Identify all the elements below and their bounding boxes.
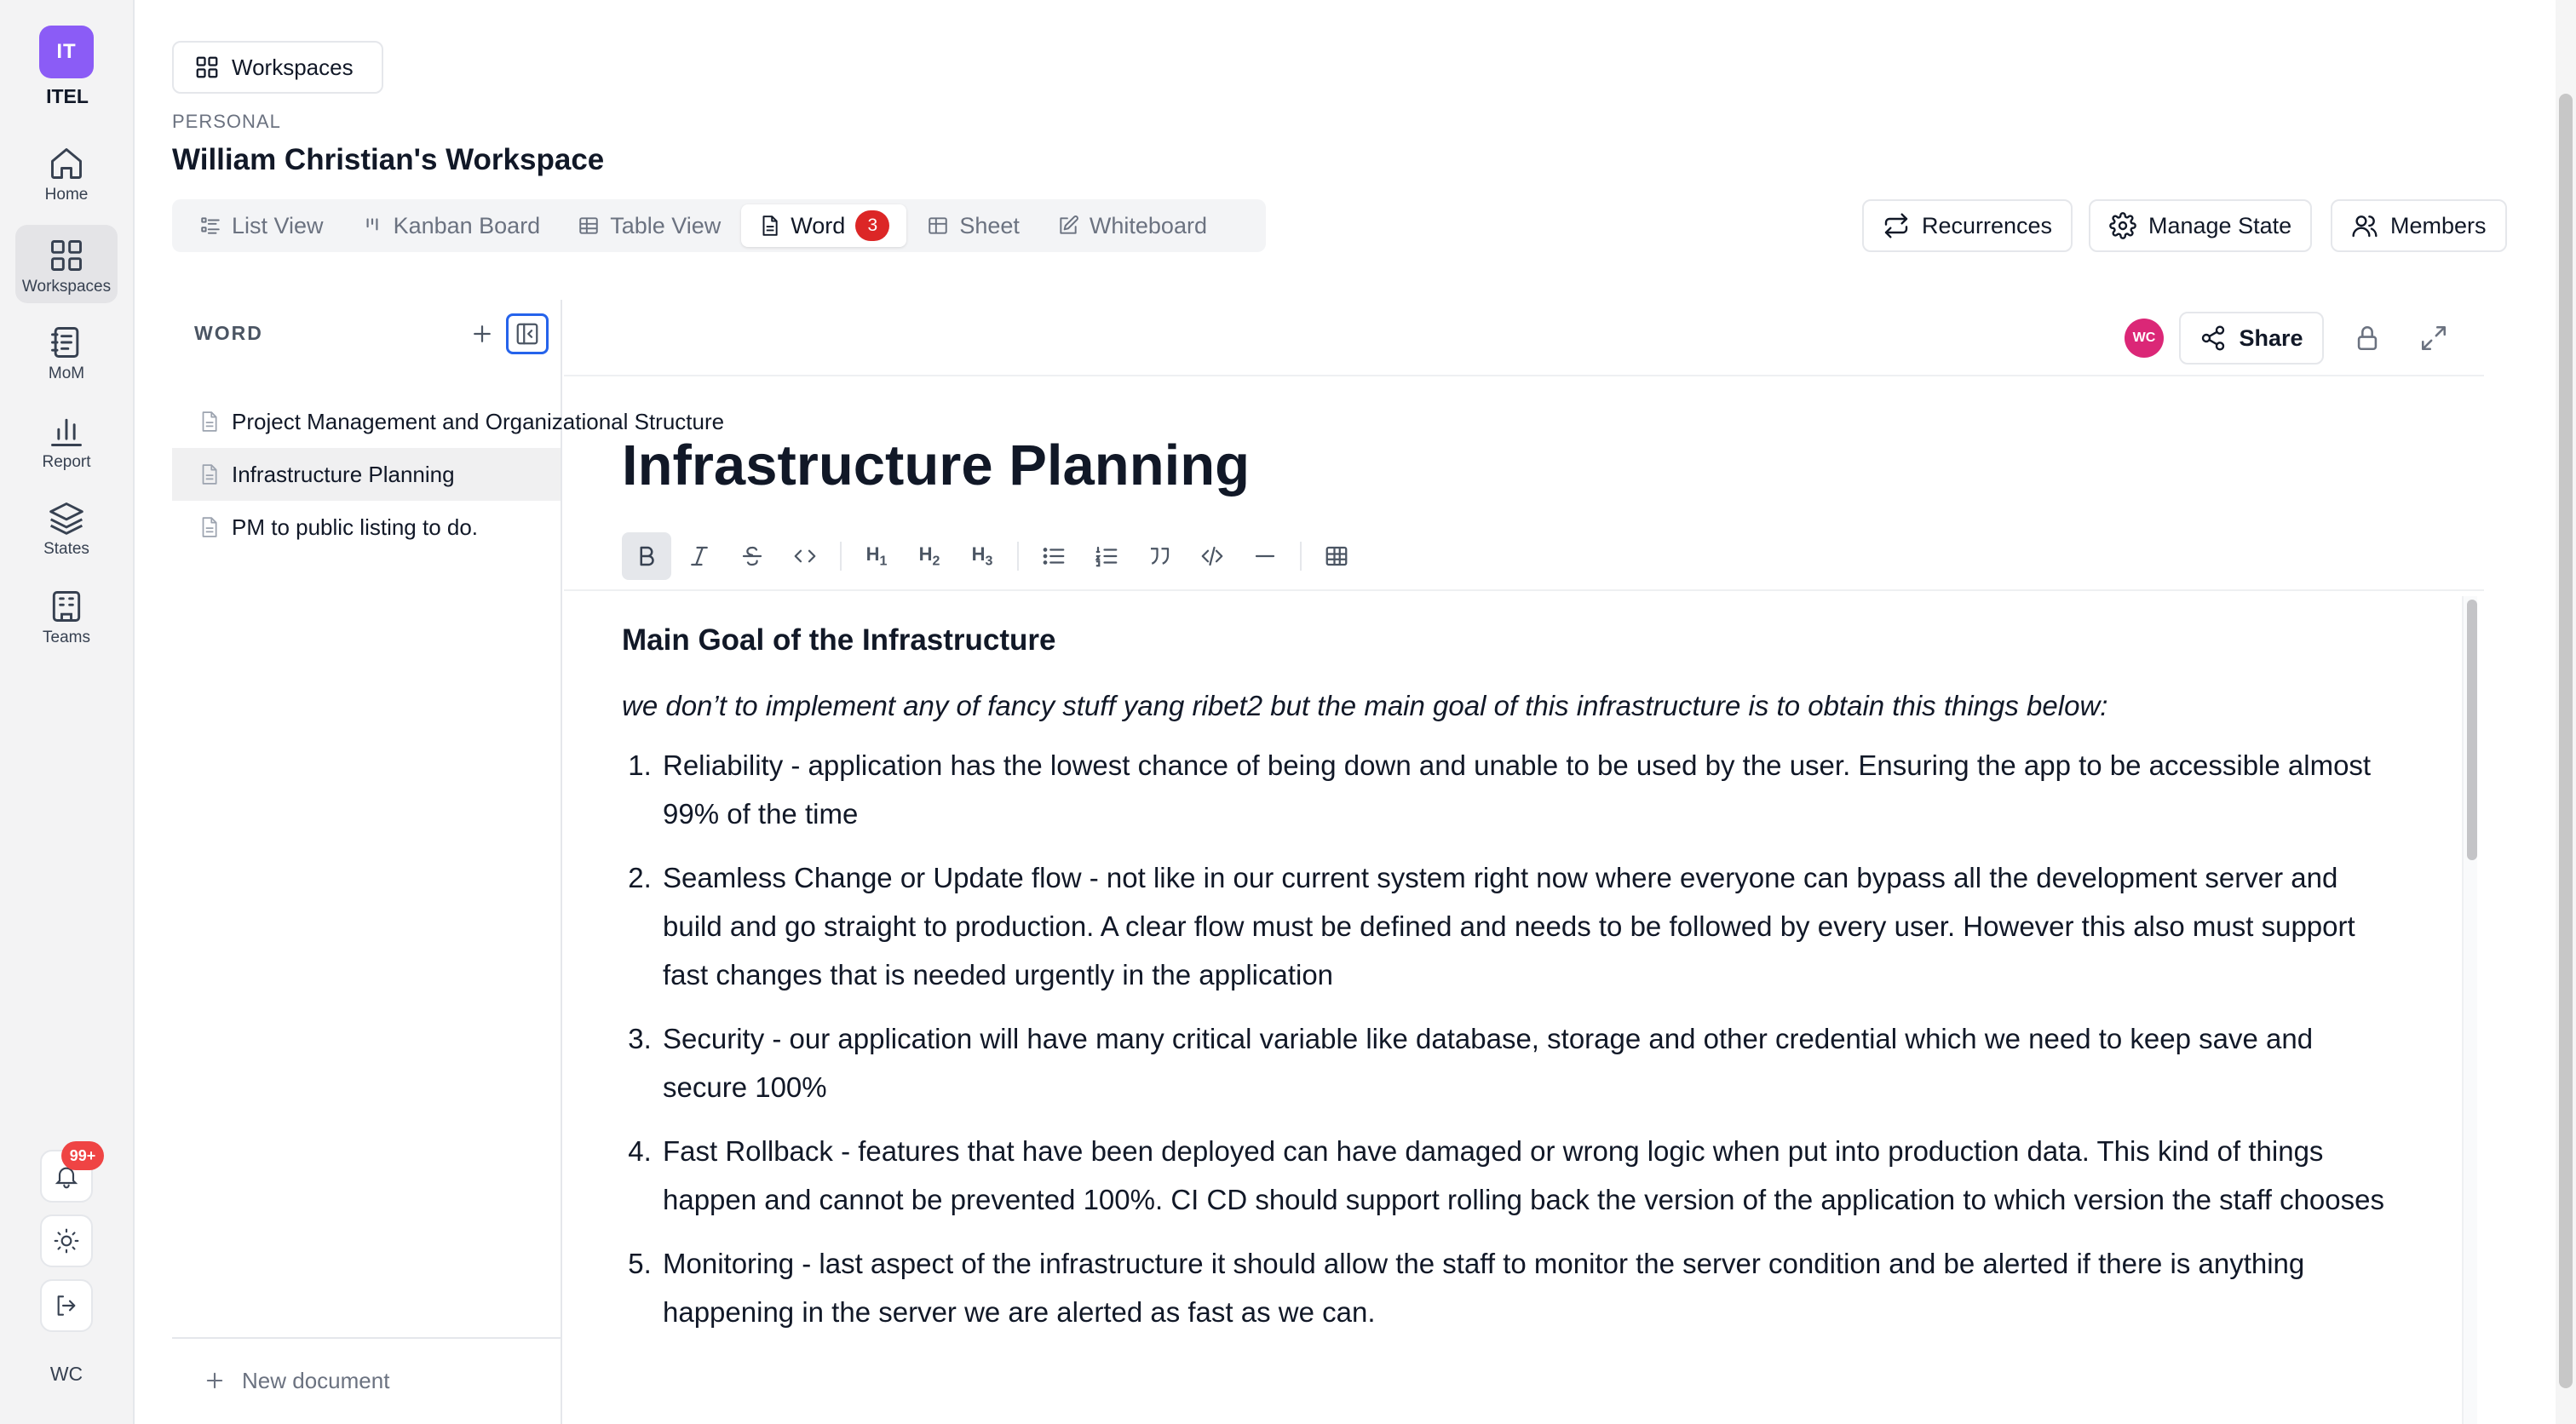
goals-list — [622, 741, 2402, 1336]
heading-1-icon — [866, 543, 888, 569]
italic-button[interactable] — [675, 532, 724, 580]
tab-label: List View — [232, 212, 324, 238]
collaborator-avatar[interactable]: WC — [2125, 319, 2164, 358]
page-scrollbar-thumb[interactable] — [2559, 94, 2573, 1388]
user-avatar[interactable]: WC — [49, 1362, 83, 1385]
code-block-button[interactable] — [1187, 532, 1237, 580]
manage-state-label: Manage State — [2148, 212, 2292, 238]
quote-icon — [1147, 543, 1172, 569]
logout-button[interactable] — [40, 1279, 93, 1332]
share-button[interactable] — [2179, 312, 2324, 365]
list-item: 4. Fast Rollback - features that have been deployed can have damaged or wrong logic when put into production data. This kind of things happen and cannot be prevented 100%. CI CD should support rolling back the version of the application to which version the staff chooses — [659, 1127, 2402, 1224]
theme-toggle-button[interactable] — [40, 1214, 93, 1267]
users-icon — [2351, 212, 2378, 239]
recurrences-label: Recurrences — [1922, 212, 2053, 238]
rail-label: MoM — [48, 365, 85, 382]
manage-state-button[interactable] — [2089, 199, 2312, 252]
heading-letter: H — [971, 543, 986, 565]
sidebar-collapse-icon — [515, 321, 540, 347]
rail-item-states[interactable] — [15, 487, 118, 566]
workspaces-icon — [194, 55, 220, 80]
rail-item-report[interactable] — [15, 400, 118, 479]
list-icon — [199, 215, 221, 237]
document-sidebar-heading: WORD — [194, 322, 263, 344]
list-item: 1. Reliability - application has the lowest chance of being down and unable to be used by the user. Ensuring the app to be accessible almost 99% of the time — [659, 741, 2402, 838]
logout-icon — [53, 1292, 80, 1319]
members-button[interactable] — [2331, 199, 2507, 252]
rail-item-teams[interactable] — [15, 576, 118, 654]
building-icon — [48, 588, 85, 625]
heading-3-icon — [972, 543, 993, 569]
tab-label: Word — [791, 212, 846, 238]
toolbar-divider — [1300, 542, 1302, 571]
sheet-icon — [927, 215, 949, 237]
document-sidebar — [172, 300, 725, 1424]
document-icon — [758, 215, 780, 237]
sun-icon — [53, 1227, 80, 1255]
tab-sheet[interactable] — [910, 204, 1037, 247]
blockquote-button[interactable] — [1135, 532, 1184, 580]
tab-word[interactable] — [741, 204, 906, 247]
document-list-item[interactable] — [172, 501, 561, 554]
heading-3-button[interactable] — [957, 532, 1007, 580]
editor-header — [564, 300, 2484, 376]
rail-label: Workspaces — [21, 278, 112, 296]
new-document-button[interactable] — [172, 1337, 561, 1422]
heading-letter: H — [865, 543, 880, 565]
org-name: ITEL — [46, 85, 89, 107]
tab-table-view[interactable] — [561, 204, 738, 247]
kanban-icon — [361, 215, 383, 237]
heading-2-icon — [919, 543, 940, 569]
rail-label: Report — [42, 453, 91, 471]
members-label: Members — [2390, 212, 2487, 238]
rail-item-mom[interactable] — [15, 312, 118, 390]
formatting-toolbar — [564, 523, 2484, 591]
rail-item-workspaces[interactable] — [15, 225, 118, 303]
rail-item-home[interactable] — [15, 133, 118, 211]
bullet-list-icon — [1041, 543, 1067, 569]
page-title: William Christian's Workspace — [172, 143, 605, 176]
heading-level: 3 — [985, 554, 993, 569]
file-icon — [198, 411, 220, 433]
heading-letter: H — [918, 543, 933, 565]
document-title: PM to public listing to do. — [232, 514, 479, 540]
share-label: Share — [2239, 324, 2303, 351]
collapse-sidebar-button[interactable] — [506, 313, 549, 354]
tab-label: Table View — [610, 212, 722, 238]
document-body[interactable] — [622, 623, 2402, 1352]
strikethrough-button[interactable] — [727, 532, 777, 580]
home-icon — [48, 145, 85, 182]
tab-label: Whiteboard — [1089, 212, 1207, 238]
layers-icon — [48, 499, 85, 537]
document-list-item[interactable] — [172, 395, 725, 448]
rail-label: States — [43, 540, 89, 558]
editor-scrollbar[interactable] — [2462, 596, 2477, 1424]
intro-paragraph: we don’t to implement any of fancy stuff yang ribet2 but the main goal of this infrastructure is to obtain this things below: — [622, 690, 2108, 721]
tab-label: Sheet — [959, 212, 1020, 238]
workspace-section-label: PERSONAL — [172, 111, 281, 132]
new-document-label: New document — [242, 1367, 390, 1393]
tab-count-badge: 3 — [855, 210, 889, 241]
org-logo[interactable]: IT — [39, 26, 94, 78]
list-item: 5. Monitoring - last aspect of the infrastructure it should allow the staff to monitor the server condition and be alerted if there is anything happening in the server we are alerted as fast as we can. — [659, 1239, 2402, 1336]
table-icon — [578, 215, 600, 237]
bullet-list-button[interactable] — [1029, 532, 1078, 580]
lock-button[interactable] — [2348, 319, 2387, 358]
workspaces-icon — [48, 237, 85, 274]
table-icon — [1324, 543, 1349, 569]
bold-button[interactable] — [622, 532, 671, 580]
document-title: Infrastructure Planning — [232, 461, 455, 487]
tab-whiteboard[interactable] — [1040, 204, 1224, 247]
expand-button[interactable] — [2414, 319, 2453, 358]
heading-level: 2 — [932, 554, 940, 569]
document-list-item[interactable] — [172, 448, 561, 501]
plus-icon — [469, 321, 495, 347]
repeat-icon — [1883, 212, 1910, 239]
heading-level: 1 — [879, 554, 888, 569]
app-rail — [0, 0, 135, 1424]
notebook-icon — [48, 324, 85, 361]
file-icon — [198, 516, 220, 538]
editor-scrollbar-thumb[interactable] — [2467, 600, 2477, 860]
notifications-badge: 99+ — [61, 1141, 104, 1170]
insert-table-button[interactable] — [1312, 532, 1361, 580]
workspaces-button[interactable] — [172, 41, 383, 94]
bold-icon — [634, 543, 659, 569]
rail-label: Home — [44, 186, 89, 204]
inline-code-button[interactable] — [780, 532, 830, 580]
add-document-button[interactable] — [467, 319, 497, 349]
ordered-list-button[interactable] — [1082, 532, 1131, 580]
page-scrollbar[interactable] — [2556, 0, 2576, 1424]
italic-icon — [687, 543, 712, 569]
toolbar-divider — [840, 542, 842, 571]
code-block-icon — [1199, 543, 1225, 569]
document-title: Project Management and Organizational Structure — [232, 408, 725, 434]
list-item: 2. Seamless Change or Update flow - not like in our current system right now where everyone can bypass all the development server and build and go straight to production. A clear flow must be defined and needs to be followed by every user. However this also must support fast changes that is needed urgently in the application — [659, 853, 2402, 999]
rail-label: Teams — [43, 629, 90, 646]
share-icon — [2199, 324, 2227, 352]
horizontal-rule-icon — [1252, 543, 1278, 569]
plus-icon — [203, 1369, 227, 1392]
gear-icon — [2109, 212, 2136, 239]
tab-kanban-board[interactable] — [344, 204, 558, 247]
view-tabs — [172, 199, 1266, 252]
lock-icon — [2353, 324, 2382, 353]
toolbar-divider — [1017, 542, 1019, 571]
strikethrough-icon — [739, 543, 765, 569]
heading-2-button[interactable] — [905, 532, 954, 580]
expand-icon — [2419, 324, 2448, 353]
tab-label: Kanban Board — [393, 212, 541, 238]
document-title-heading[interactable]: Infrastructure Planning — [622, 434, 1251, 497]
file-icon — [198, 463, 220, 485]
workspaces-button-label: Workspaces — [232, 54, 354, 80]
pencil-square-icon — [1057, 215, 1079, 237]
recurrences-button[interactable] — [1862, 199, 2073, 252]
horizontal-rule-button[interactable] — [1240, 532, 1290, 580]
ordered-list-icon — [1094, 543, 1119, 569]
list-item: 3. Security - our application will have many critical variable like database, storage and other credential which we need to keep save and secure 100% — [659, 1014, 2402, 1111]
tab-list-view[interactable] — [182, 204, 341, 247]
section-heading: Main Goal of the Infrastructure — [622, 623, 1056, 657]
code-icon — [792, 543, 818, 569]
heading-1-button[interactable] — [852, 532, 901, 580]
bar-chart-icon — [48, 412, 85, 450]
